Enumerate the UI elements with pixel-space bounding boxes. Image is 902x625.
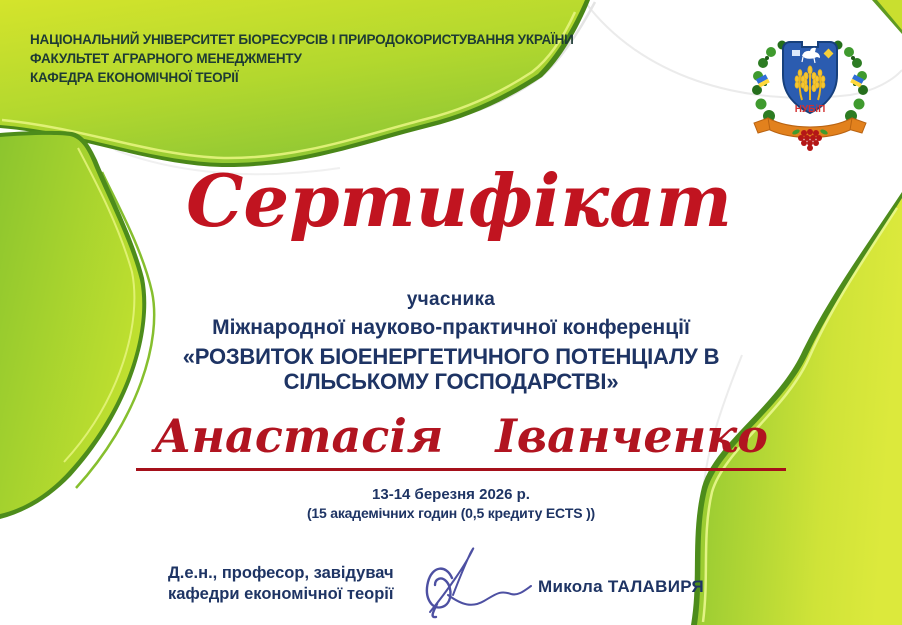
recipient-first-name: Анастасія	[154, 409, 444, 463]
institution-line-3: КАФЕДРА ЕКОНОМІЧНОЇ ТЕОРІЇ	[30, 70, 239, 85]
signer-position-line-1: Д.е.н., професор, завідувач	[168, 564, 394, 582]
recipient-last-name: Іванченко	[495, 409, 768, 463]
credit-hours: (15 академічних годин (0,5 кредиту ECTS ))	[306, 505, 596, 521]
signer-name: Микола ТАЛАВИРЯ	[538, 577, 704, 596]
wheat-ears	[795, 66, 825, 100]
certificate-title: Сертифікат	[186, 158, 732, 243]
participant-label: учасника	[406, 289, 496, 310]
conference-title-line-2: СІЛЬСЬКОМУ ГОСПОДАРСТВІ»	[283, 369, 619, 394]
signer-position	[168, 563, 394, 605]
berry-cluster	[792, 128, 829, 151]
signer-position-line-2: кафедри економічної теорії	[168, 585, 394, 603]
signature	[412, 538, 542, 623]
conference-title-line-1: «РОЗВИТОК БІОЕНЕРГЕТИЧНОГО ПОТЕНЦІАЛУ В	[182, 344, 720, 369]
institution-header	[30, 30, 574, 87]
corner-wedge	[877, 0, 902, 30]
institution-line-1: НАЦІОНАЛЬНИЙ УНІВЕРСИТЕТ БІОРЕСУРСІВ І ПРИРОДОКОРИСТУВАННЯ УКРАЇНИ	[30, 32, 574, 47]
recipient-name	[136, 410, 786, 471]
book-icon	[792, 50, 800, 56]
institution-line-2: ФАКУЛЬТЕТ АГРАРНОГО МЕНЕДЖМЕНТУ	[30, 51, 302, 66]
event-date: 13-14 березня 2026 р.	[372, 486, 530, 503]
conference-title	[0, 344, 902, 394]
university-emblem	[742, 26, 878, 152]
conference-kind: Міжнародної науково-практичної конференції	[212, 316, 690, 339]
emblem-abbreviation: НУБіП	[794, 104, 826, 115]
recipient-name-wrap	[10, 410, 902, 471]
